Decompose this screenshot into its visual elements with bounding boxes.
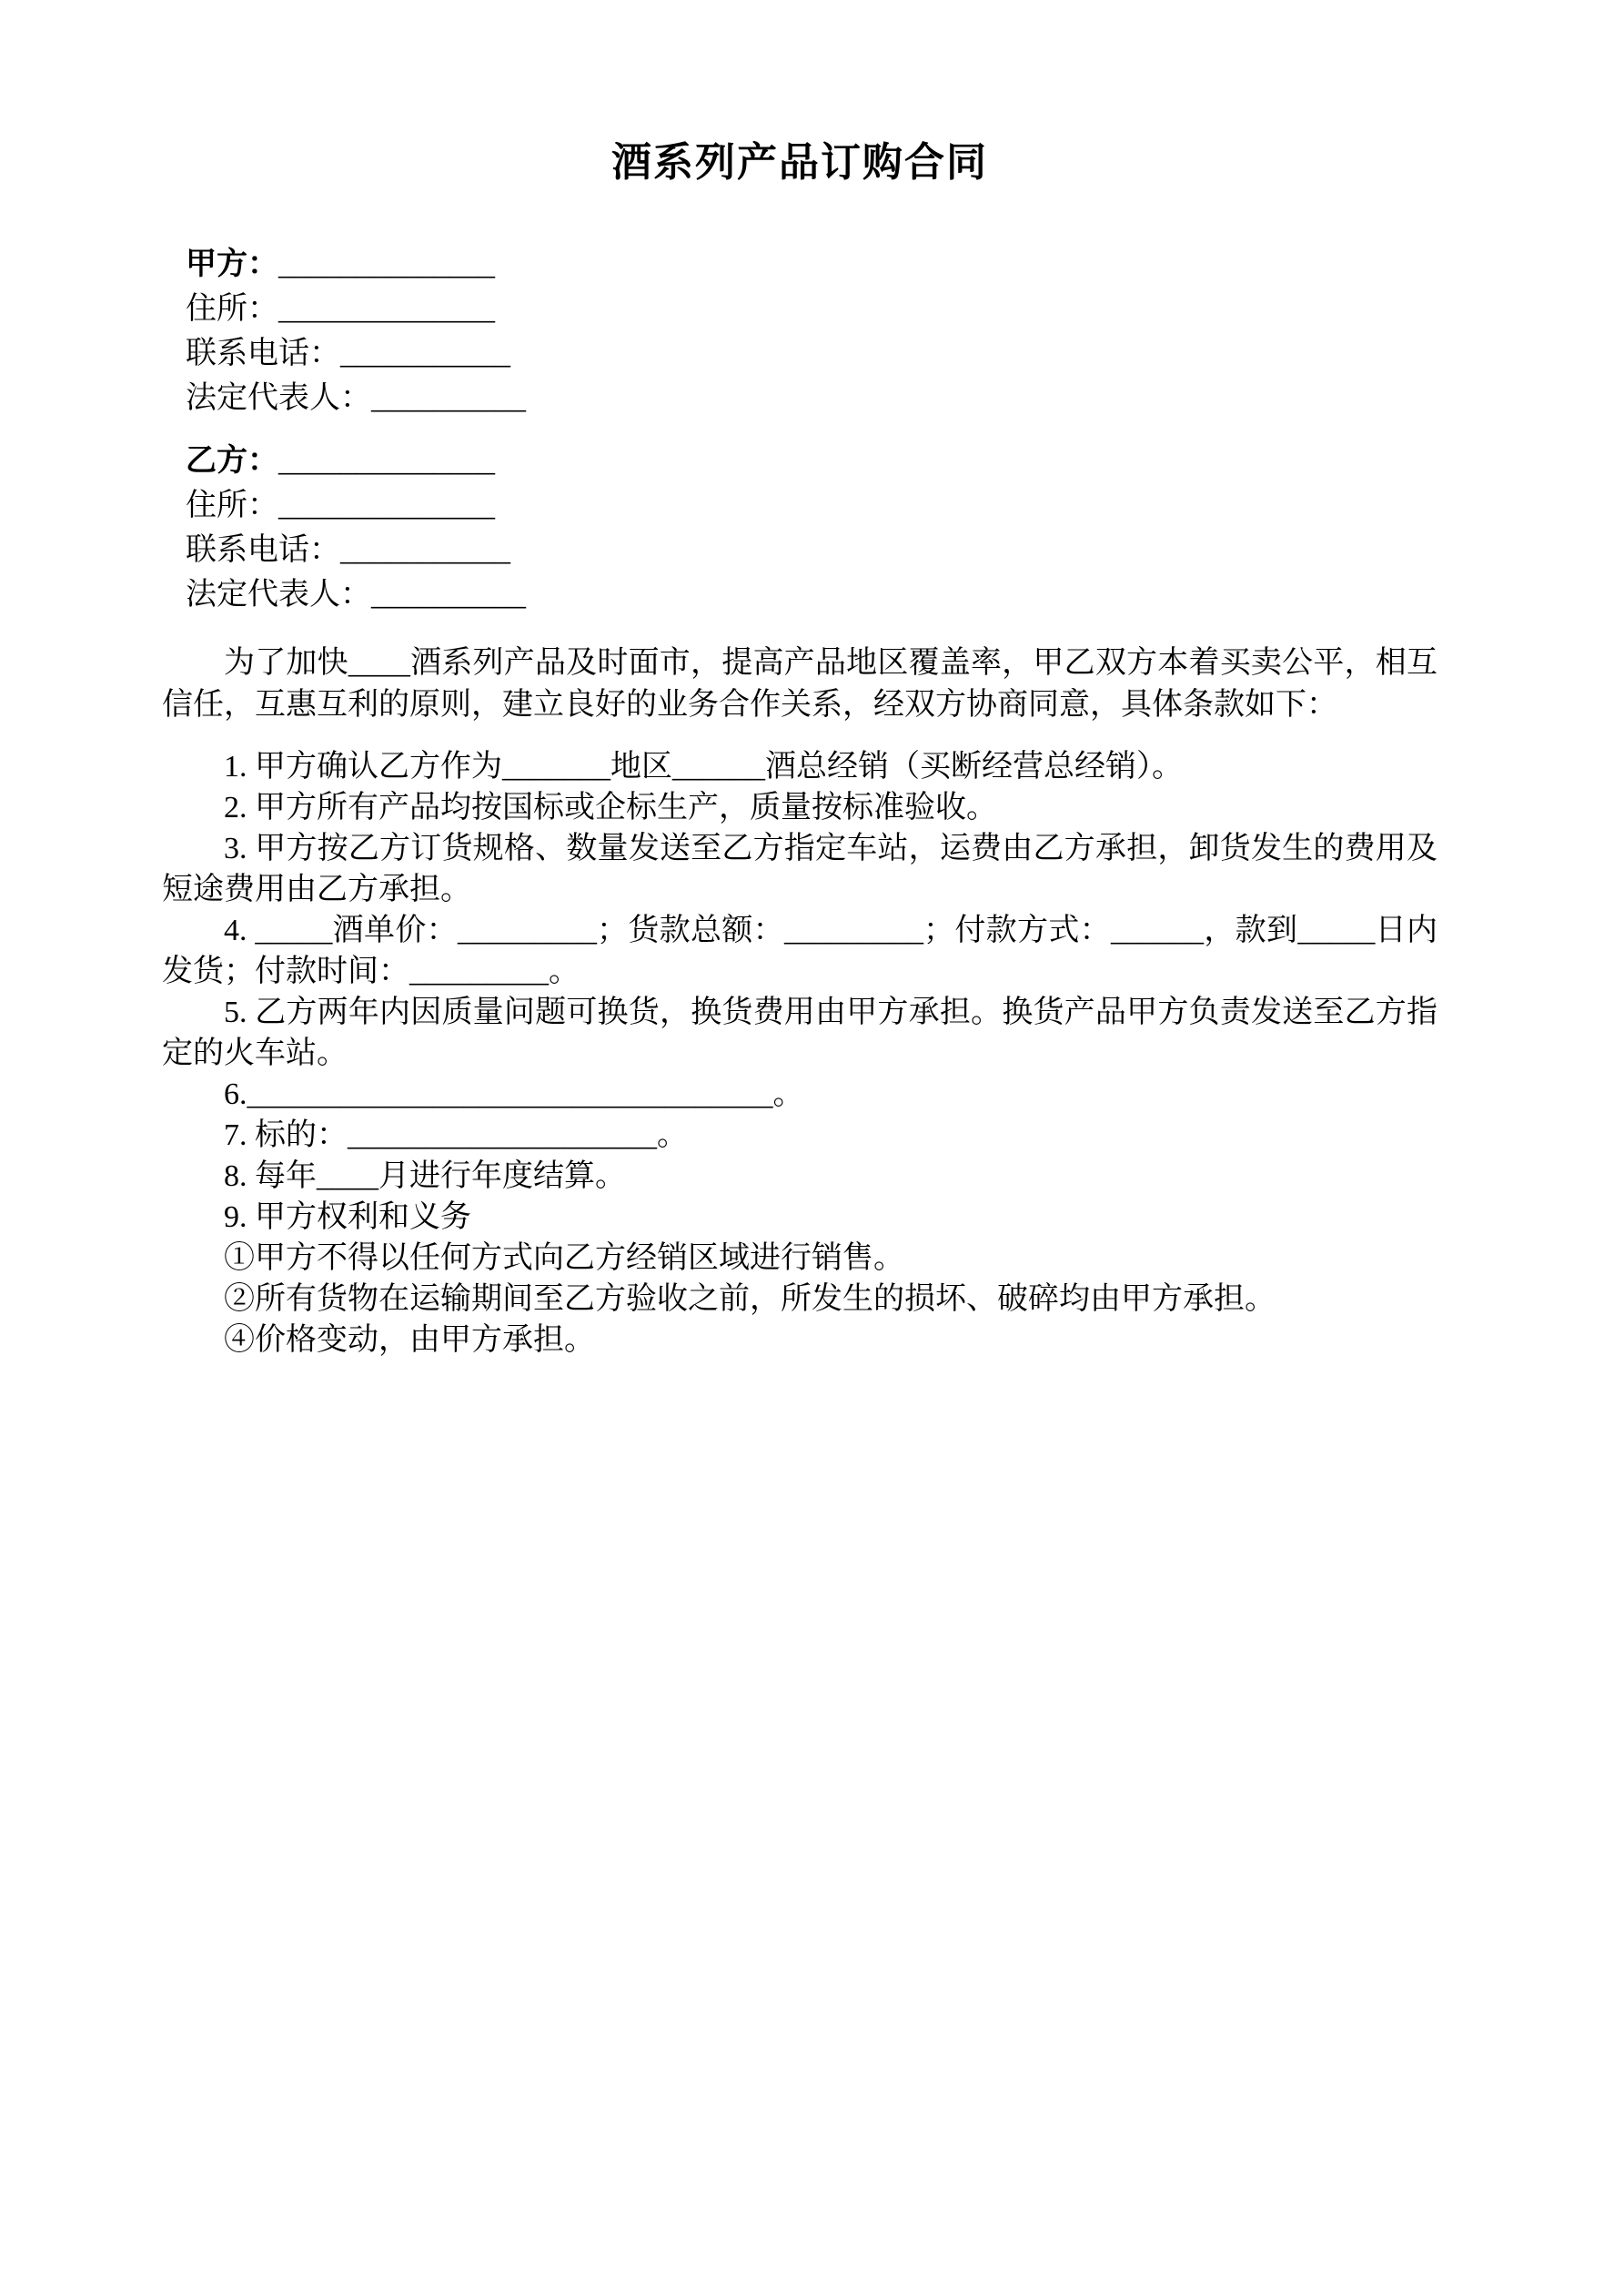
clause-5: 5. 乙方两年内因质量问题可换货，换货费用由甲方承担。换货产品甲方负责发送至乙方指定的火车站。	[162, 996, 1437, 1070]
party-a-name-blank: ______________	[278, 248, 495, 281]
party-b-address-label: 住所：	[186, 489, 278, 522]
party-b-address-blank: ______________	[278, 489, 495, 522]
party-b-phone-row	[186, 528, 1437, 572]
party-a-phone-row	[186, 331, 1437, 376]
party-a-section	[186, 242, 1437, 420]
party-b-phone-blank: ___________	[340, 533, 510, 567]
clause-4: 4. _____酒单价：_________；货款总额：_________；付款方式：______，款到_____日内发货；付款时间：_________。	[162, 914, 1437, 988]
clause-3: 3. 甲方按乙方订货规格、数量发送至乙方指定车站，运费由乙方承担，卸货发生的费用及短途费用由乙方承担。	[162, 832, 1437, 906]
party-b-name-row	[186, 439, 1437, 483]
party-a-phone-blank: ___________	[340, 337, 510, 370]
clause-7: 7. 标的：____________________。	[224, 1118, 688, 1152]
party-a-address-blank: ______________	[278, 292, 495, 326]
party-a-address-label: 住所：	[186, 292, 278, 326]
subclause-4: ④价格变动，由甲方承担。	[224, 1323, 595, 1357]
party-a-rep-blank: __________	[371, 381, 526, 415]
party-b-name-blank: ______________	[278, 444, 495, 478]
party-b-rep-row	[186, 572, 1437, 617]
clause-1: 1. 甲方确认乙方作为_______地区______酒总经销（买断经营总经销）。	[224, 750, 1183, 784]
party-b-phone-label: 联系电话：	[186, 533, 340, 567]
party-b-address-row	[186, 483, 1437, 528]
party-a-address-row	[186, 287, 1437, 331]
clause-9: 9. 甲方权利和义务	[224, 1200, 471, 1234]
contract-title: 酒系列产品订购合同	[611, 140, 988, 185]
clause-8: 8. 每年____月进行年度结算。	[224, 1159, 626, 1193]
party-a-name-label: 甲方：	[186, 248, 278, 281]
party-a-rep-label: 法定代表人：	[186, 381, 371, 415]
party-b-name-label: 乙方：	[186, 444, 278, 478]
subclause-2: ②所有货物在运输期间至乙方验收之前，所发生的损坏、破碎均由甲方承担。	[224, 1282, 1276, 1316]
clause-6: 6.__________________________________。	[224, 1077, 804, 1111]
party-b-rep-label: 法定代表人：	[186, 578, 371, 612]
subclause-1: ①甲方不得以任何方式向乙方经销区域进行销售。	[224, 1241, 904, 1275]
party-b-rep-blank: __________	[371, 578, 526, 612]
party-a-rep-row	[186, 376, 1437, 420]
party-a-phone-label: 联系电话：	[186, 337, 340, 370]
clauses-section	[162, 746, 1437, 1360]
party-b-section	[186, 439, 1437, 617]
party-a-name-row	[186, 242, 1437, 287]
clause-2: 2. 甲方所有产品均按国标或企标生产，质量按标准验收。	[224, 791, 997, 824]
preamble-paragraph: 为了加快____酒系列产品及时面市，提高产品地区覆盖率，甲乙双方本着买卖公平，相互信任，互惠互利的原则，建立良好的业务合作关系，经双方协商同意，具体条款如下：	[162, 646, 1437, 722]
